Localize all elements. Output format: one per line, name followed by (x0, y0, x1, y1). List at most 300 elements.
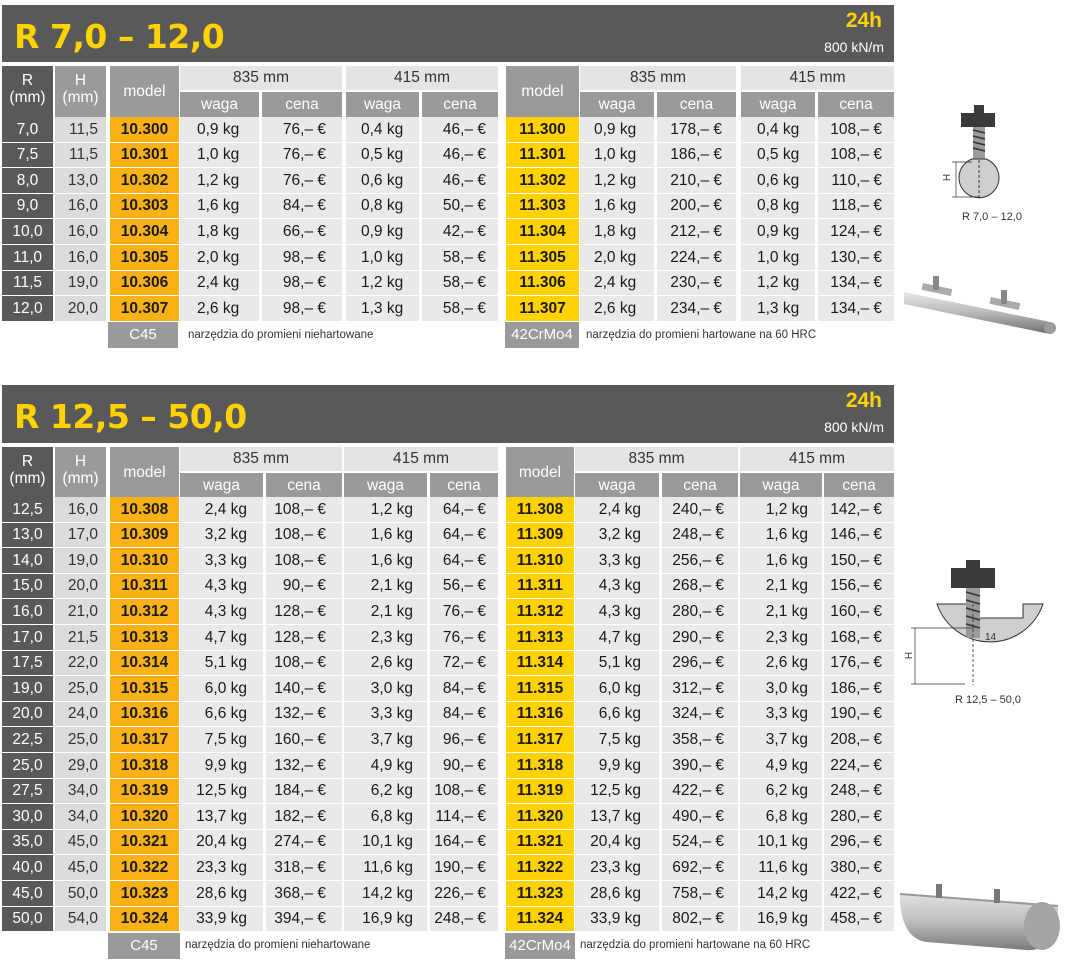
price-cell: 156,– € (824, 574, 894, 598)
model-cell: 11.313 (506, 625, 574, 650)
price-cell: 58,– € (422, 271, 498, 295)
weight-cell: 23,3 kg (180, 855, 263, 880)
price-cell: 224,– € (657, 245, 736, 270)
model-cell: 11.311 (506, 574, 574, 598)
price-cell: 458,– € (824, 907, 894, 931)
price-cell: 132,– € (266, 753, 342, 778)
column-header-price: cena (824, 473, 894, 498)
weight-cell: 13,7 kg (575, 804, 659, 829)
model-cell: 11.303 (506, 194, 579, 218)
price-cell: 318,– € (266, 855, 342, 880)
model-cell: 11.307 (506, 296, 579, 321)
material-note-hardened: narzędzia do promieni hartowane na 60 HRC (580, 939, 811, 951)
price-cell: 274,– € (266, 830, 342, 854)
price-cell: 280,– € (662, 599, 738, 624)
weight-cell: 6,8 kg (344, 804, 427, 829)
height-cell: 25,0 (55, 727, 106, 752)
model-cell: 10.322 (110, 855, 179, 880)
model-cell: 10.321 (110, 830, 179, 854)
price-cell: 490,– € (662, 804, 738, 829)
price-cell: 108,– € (266, 497, 342, 522)
model-cell: 11.315 (506, 676, 574, 701)
weight-cell: 6,6 kg (575, 702, 659, 726)
max-load: 800 kN/m (824, 39, 884, 55)
price-cell: 108,– € (818, 117, 894, 142)
price-cell: 108,– € (266, 548, 342, 573)
weight-cell: 23,3 kg (575, 855, 659, 880)
weight-cell: 1,6 kg (580, 194, 654, 218)
weight-cell: 0,4 kg (346, 117, 419, 142)
price-cell: 76,– € (262, 143, 342, 167)
weight-cell: 5,1 kg (180, 651, 263, 675)
model-cell: 10.323 (110, 881, 179, 906)
price-cell: 422,– € (824, 881, 894, 906)
delivery-time: 24h (845, 389, 882, 412)
model-cell: 10.320 (110, 804, 179, 829)
weight-cell: 11,6 kg (740, 855, 822, 880)
weight-cell: 2,6 kg (580, 296, 654, 321)
weight-cell: 6,2 kg (740, 779, 822, 803)
weight-cell: 3,2 kg (180, 523, 263, 547)
radius-cell: 14,0 (2, 548, 53, 573)
price-cell: 422,– € (662, 779, 738, 803)
weight-cell: 14,2 kg (344, 881, 427, 906)
delivery-time: 24h (845, 9, 882, 32)
price-cell: 108,– € (266, 523, 342, 547)
price-cell: 280,– € (824, 804, 894, 829)
model-cell: 11.305 (506, 245, 579, 270)
price-cell: 76,– € (430, 599, 498, 624)
height-cell: 19,0 (55, 548, 106, 573)
material-c45-badge: C45 (108, 322, 178, 348)
column-header-r (2, 447, 53, 498)
weight-cell: 4,3 kg (575, 574, 659, 598)
column-header-h-unit: (mm) (62, 89, 99, 106)
weight-cell: 4,3 kg (180, 574, 263, 598)
weight-cell: 1,2 kg (344, 497, 427, 522)
weight-cell: 1,3 kg (741, 296, 815, 321)
section-title: R 7,0 – 12,0 (14, 17, 225, 56)
model-cell: 11.321 (506, 830, 574, 854)
height-cell: 45,0 (55, 855, 106, 880)
drawing-caption: R 7,0 – 12,0 (962, 211, 1022, 223)
weight-cell: 2,0 kg (180, 245, 259, 270)
weight-cell: 1,2 kg (580, 168, 654, 193)
weight-cell: 3,7 kg (344, 727, 427, 752)
price-cell: 186,– € (824, 676, 894, 701)
price-cell: 76,– € (430, 625, 498, 650)
weight-cell: 2,1 kg (344, 599, 427, 624)
weight-cell: 4,7 kg (180, 625, 263, 650)
weight-cell: 11,6 kg (344, 855, 427, 880)
price-cell: 98,– € (262, 245, 342, 270)
price-cell: 64,– € (430, 523, 498, 547)
price-cell: 84,– € (430, 702, 498, 726)
model-cell: 10.303 (110, 194, 179, 218)
weight-cell: 3,3 kg (575, 548, 659, 573)
height-cell: 11,5 (55, 117, 106, 142)
height-cell: 13,0 (55, 168, 106, 193)
height-cell: 34,0 (55, 804, 106, 829)
weight-cell: 33,9 kg (180, 907, 263, 931)
weight-cell: 3,3 kg (180, 548, 263, 573)
price-cell: 128,– € (266, 599, 342, 624)
column-header-weight: waga (180, 92, 259, 117)
weight-cell: 0,9 kg (180, 117, 259, 142)
price-cell: 190,– € (824, 702, 894, 726)
model-cell: 11.316 (506, 702, 574, 726)
weight-cell: 20,4 kg (180, 830, 263, 854)
price-cell: 46,– € (422, 117, 498, 142)
column-header-model: model (110, 447, 179, 498)
radius-cell: 9,0 (2, 194, 53, 218)
column-header-model: model (506, 66, 579, 117)
column-header-r-unit: (mm) (9, 89, 46, 106)
weight-cell: 9,9 kg (575, 753, 659, 778)
weight-cell: 2,3 kg (344, 625, 427, 650)
weight-cell: 20,4 kg (575, 830, 659, 854)
height-cell: 16,0 (55, 194, 106, 218)
weight-cell: 16,9 kg (740, 907, 822, 931)
weight-cell: 28,6 kg (575, 881, 659, 906)
price-cell: 290,– € (662, 625, 738, 650)
column-header-model: model (110, 66, 179, 117)
radius-cell: 22,5 (2, 727, 53, 752)
weight-cell: 2,1 kg (740, 599, 822, 624)
weight-cell: 1,6 kg (344, 548, 427, 573)
price-cell: 208,– € (824, 727, 894, 752)
model-cell: 10.315 (110, 676, 179, 701)
weight-cell: 7,5 kg (180, 727, 263, 752)
drawing-caption: R 12,5 – 50,0 (955, 694, 1022, 706)
weight-cell: 1,0 kg (741, 245, 815, 270)
radius-cell: 45,0 (2, 881, 53, 906)
price-cell: 390,– € (662, 753, 738, 778)
radius-cell: 11,0 (2, 245, 53, 270)
price-cell: 132,– € (266, 702, 342, 726)
weight-cell: 4,7 kg (575, 625, 659, 650)
material-c45-badge: C45 (108, 933, 180, 959)
height-cell: 17,0 (55, 523, 106, 547)
price-cell: 134,– € (818, 296, 894, 321)
weight-cell: 5,1 kg (575, 651, 659, 675)
model-cell: 10.316 (110, 702, 179, 726)
height-cell: 20,0 (55, 574, 106, 598)
price-cell: 248,– € (430, 907, 498, 931)
radius-cell: 11,5 (2, 271, 53, 295)
price-cell: 248,– € (824, 779, 894, 803)
radius-cell: 25,0 (2, 753, 53, 778)
weight-cell: 1,6 kg (740, 548, 822, 573)
section-title: R 12,5 – 50,0 (14, 397, 247, 436)
price-cell: 124,– € (818, 219, 894, 244)
column-header-price: cena (662, 473, 738, 498)
radius-cell: 40,0 (2, 855, 53, 880)
weight-cell: 3,0 kg (344, 676, 427, 701)
price-cell: 200,– € (657, 194, 736, 218)
weight-cell: 6,0 kg (575, 676, 659, 701)
price-cell: 186,– € (657, 143, 736, 167)
column-header-h (55, 447, 106, 498)
price-cell: 230,– € (657, 271, 736, 295)
weight-cell: 2,6 kg (344, 651, 427, 675)
weight-cell: 1,6 kg (344, 523, 427, 547)
price-cell: 176,– € (824, 651, 894, 675)
clamp-nut-icon (951, 568, 995, 588)
price-cell: 802,– € (662, 907, 738, 931)
radius-cell: 27,5 (2, 779, 53, 803)
price-cell: 42,– € (422, 219, 498, 244)
column-header-weight: waga (575, 473, 659, 498)
price-cell: 324,– € (662, 702, 738, 726)
weight-cell: 10,1 kg (740, 830, 822, 854)
model-cell: 10.300 (110, 117, 179, 142)
radius-cell: 50,0 (2, 907, 53, 931)
weight-cell: 1,8 kg (180, 219, 259, 244)
column-header-weight: waga (346, 92, 419, 117)
price-cell: 524,– € (662, 830, 738, 854)
price-cell: 108,– € (430, 779, 498, 803)
price-cell: 268,– € (662, 574, 738, 598)
radius-cell: 16,0 (2, 599, 53, 624)
price-cell: 380,– € (824, 855, 894, 880)
column-group-835mm: 835 mm (180, 447, 342, 471)
model-cell: 10.314 (110, 651, 179, 675)
height-cell: 22,0 (55, 651, 106, 675)
price-cell: 64,– € (430, 548, 498, 573)
weight-cell: 12,5 kg (180, 779, 263, 803)
price-cell: 118,– € (818, 194, 894, 218)
column-header-price: cena (266, 473, 342, 498)
weight-cell: 2,4 kg (180, 271, 259, 295)
material-42crmo4-badge: 42CrMo4 (505, 933, 575, 959)
weight-cell: 6,8 kg (740, 804, 822, 829)
price-cell: 130,– € (818, 245, 894, 270)
column-header-price: cena (818, 92, 894, 117)
price-cell: 46,– € (422, 143, 498, 167)
price-cell: 178,– € (657, 117, 736, 142)
weight-cell: 2,1 kg (344, 574, 427, 598)
column-group-835mm: 835 mm (180, 66, 342, 90)
weight-cell: 4,3 kg (575, 599, 659, 624)
weight-cell: 4,3 kg (180, 599, 263, 624)
weight-cell: 33,9 kg (575, 907, 659, 931)
weight-cell: 14,2 kg (740, 881, 822, 906)
material-note-unhardened: narzędzia do promieni niehartowane (185, 939, 371, 951)
model-cell: 11.324 (506, 907, 574, 931)
height-cell: 45,0 (55, 830, 106, 854)
radius-cell: 19,0 (2, 676, 53, 701)
model-cell: 10.301 (110, 143, 179, 167)
price-cell: 58,– € (422, 296, 498, 321)
radius-cell: 30,0 (2, 804, 53, 829)
weight-cell: 2,4 kg (580, 271, 654, 295)
model-cell: 11.310 (506, 548, 574, 573)
material-42crmo4-badge: 42CrMo4 (505, 322, 579, 348)
radius-cell: 12,0 (2, 296, 53, 321)
model-cell: 11.312 (506, 599, 574, 624)
model-cell: 11.300 (506, 117, 579, 142)
price-cell: 692,– € (662, 855, 738, 880)
weight-cell: 1,6 kg (740, 523, 822, 547)
column-header-h-unit: (mm) (62, 470, 99, 487)
weight-cell: 3,2 kg (575, 523, 659, 547)
column-group-415mm: 415 mm (740, 447, 894, 471)
weight-cell: 1,0 kg (580, 143, 654, 167)
height-cell: 16,0 (55, 245, 106, 270)
weight-cell: 6,0 kg (180, 676, 263, 701)
column-header-model: model (506, 447, 574, 498)
price-cell: 234,– € (657, 296, 736, 321)
model-cell: 10.308 (110, 497, 179, 522)
weight-cell: 4,9 kg (344, 753, 427, 778)
price-cell: 240,– € (662, 497, 738, 522)
column-header-price: cena (422, 92, 498, 117)
weight-cell: 1,2 kg (180, 168, 259, 193)
model-cell: 10.318 (110, 753, 179, 778)
height-cell: 20,0 (55, 296, 106, 321)
weight-cell: 0,9 kg (741, 219, 815, 244)
price-cell: 72,– € (430, 651, 498, 675)
price-cell: 394,– € (266, 907, 342, 931)
weight-cell: 3,0 kg (740, 676, 822, 701)
radius-cell: 15,0 (2, 574, 53, 598)
weight-cell: 6,2 kg (344, 779, 427, 803)
price-cell: 50,– € (422, 194, 498, 218)
radius-cell: 12,5 (2, 497, 53, 522)
model-cell: 11.314 (506, 651, 574, 675)
weight-cell: 3,7 kg (740, 727, 822, 752)
model-cell: 11.320 (506, 804, 574, 829)
model-cell: 11.317 (506, 727, 574, 752)
column-header-r-label: R (21, 72, 34, 89)
price-cell: 108,– € (266, 651, 342, 675)
price-cell: 160,– € (266, 727, 342, 752)
price-cell: 758,– € (662, 881, 738, 906)
model-cell: 11.306 (506, 271, 579, 295)
price-cell: 146,– € (824, 523, 894, 547)
radius-cell: 7,0 (2, 117, 53, 142)
weight-cell: 1,2 kg (741, 271, 815, 295)
model-cell: 10.302 (110, 168, 179, 193)
price-cell: 182,– € (266, 804, 342, 829)
model-cell: 10.304 (110, 219, 179, 244)
model-cell: 10.306 (110, 271, 179, 295)
model-cell: 11.301 (506, 143, 579, 167)
weight-cell: 0,9 kg (346, 219, 419, 244)
price-cell: 46,– € (422, 168, 498, 193)
model-cell: 11.309 (506, 523, 574, 547)
weight-cell: 1,0 kg (346, 245, 419, 270)
price-cell: 224,– € (824, 753, 894, 778)
model-cell: 10.311 (110, 574, 179, 598)
column-header-weight: waga (740, 473, 822, 498)
radius-cell: 17,0 (2, 625, 53, 650)
price-cell: 256,– € (662, 548, 738, 573)
price-cell: 296,– € (662, 651, 738, 675)
dimension-value-14: 14 (985, 632, 997, 643)
price-cell: 98,– € (262, 271, 342, 295)
weight-cell: 0,8 kg (346, 194, 419, 218)
column-header-h-label: H (74, 453, 87, 470)
weight-cell: 0,8 kg (741, 194, 815, 218)
weight-cell: 6,6 kg (180, 702, 263, 726)
price-cell: 212,– € (657, 219, 736, 244)
column-header-weight: waga (344, 473, 427, 498)
price-cell: 76,– € (262, 168, 342, 193)
weight-cell: 2,3 kg (740, 625, 822, 650)
price-cell: 312,– € (662, 676, 738, 701)
model-cell: 10.310 (110, 548, 179, 573)
weight-cell: 2,0 kg (580, 245, 654, 270)
material-note-hardened: narzędzia do promieni hartowane na 60 HRC (586, 329, 817, 341)
height-cell: 19,0 (55, 271, 106, 295)
height-cell: 25,0 (55, 676, 106, 701)
price-cell: 76,– € (262, 117, 342, 142)
price-cell: 190,– € (430, 855, 498, 880)
model-cell: 10.324 (110, 907, 179, 931)
weight-cell: 7,5 kg (575, 727, 659, 752)
column-header-price: cena (262, 92, 342, 117)
price-cell: 210,– € (657, 168, 736, 193)
height-cell: 24,0 (55, 702, 106, 726)
model-cell: 10.307 (110, 296, 179, 321)
height-cell: 34,0 (55, 779, 106, 803)
model-cell: 11.304 (506, 219, 579, 244)
weight-cell: 9,9 kg (180, 753, 263, 778)
price-cell: 56,– € (430, 574, 498, 598)
price-cell: 110,– € (818, 168, 894, 193)
column-group-835mm: 835 mm (580, 66, 736, 90)
model-cell: 10.319 (110, 779, 179, 803)
price-cell: 96,– € (430, 727, 498, 752)
price-cell: 114,– € (430, 804, 498, 829)
model-cell: 10.312 (110, 599, 179, 624)
price-cell: 108,– € (818, 143, 894, 167)
radius-cell: 8,0 (2, 168, 53, 193)
column-group-415mm: 415 mm (344, 447, 498, 471)
model-cell: 10.313 (110, 625, 179, 650)
height-cell: 11,5 (55, 143, 106, 167)
price-cell: 164,– € (430, 830, 498, 854)
dimension-label-h: H (942, 173, 954, 182)
weight-cell: 0,9 kg (580, 117, 654, 142)
price-cell: 168,– € (824, 625, 894, 650)
weight-cell: 2,4 kg (575, 497, 659, 522)
price-cell: 84,– € (262, 194, 342, 218)
radius-cell: 13,0 (2, 523, 53, 547)
model-cell: 11.308 (506, 497, 574, 522)
height-cell: 54,0 (55, 907, 106, 931)
column-header-r-unit: (mm) (9, 470, 46, 487)
column-header-weight: waga (580, 92, 654, 117)
column-header-weight: waga (741, 92, 815, 117)
weight-cell: 0,5 kg (741, 143, 815, 167)
radius-cell: 17,5 (2, 651, 53, 675)
model-cell: 10.317 (110, 727, 179, 752)
height-cell: 21,5 (55, 625, 106, 650)
column-header-r-label: R (21, 453, 34, 470)
radius-cell: 35,0 (2, 830, 53, 854)
price-cell: 128,– € (266, 625, 342, 650)
price-cell: 140,– € (266, 676, 342, 701)
price-cell: 84,– € (430, 676, 498, 701)
column-header-price: cena (657, 92, 736, 117)
weight-cell: 2,6 kg (180, 296, 259, 321)
tool-profile-drawing (905, 560, 1055, 700)
price-cell: 66,– € (262, 219, 342, 244)
price-cell: 58,– € (422, 245, 498, 270)
